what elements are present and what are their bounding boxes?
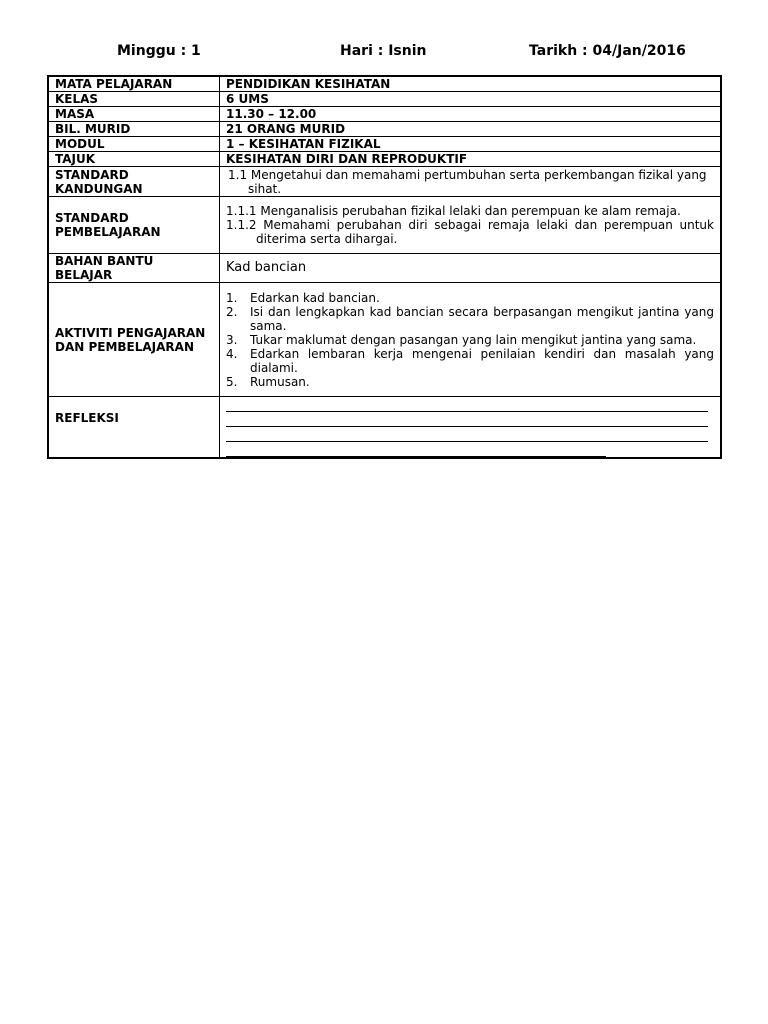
table-row — [48, 92, 721, 107]
table-row — [48, 167, 721, 197]
time-value: 11.30 – 12.00 — [220, 107, 722, 122]
table-row — [48, 254, 721, 283]
time-label: MASA — [48, 107, 220, 122]
class-label: KELAS — [48, 92, 220, 107]
content-standard-cell — [220, 167, 722, 197]
module-label: MODUL — [48, 137, 220, 152]
list-item: 1. Edarkan kad bancian. — [226, 290, 380, 305]
reflection-cell — [220, 397, 722, 459]
module-value: 1 – KESIHATAN FIZIKAL — [220, 137, 722, 152]
table-row — [48, 397, 721, 459]
table-row — [48, 152, 721, 167]
learning-standard-cell — [220, 197, 722, 254]
list-item: 3. Tukar maklumat dengan pasangan yang lain mengikut jantina yang sama. — [226, 332, 697, 347]
subject-label: MATA PELAJARAN — [48, 76, 220, 92]
student-count-value: 21 ORANG MURID — [220, 122, 722, 137]
content-standard-label: STANDARD KANDUNGAN — [48, 167, 220, 197]
page-header — [0, 43, 768, 61]
week-label: Minggu : 1 — [117, 43, 201, 59]
reflection-line — [226, 397, 708, 412]
reflection-label: REFLEKSI — [48, 397, 220, 459]
topic-value: KESIHATAN DIRI DAN REPRODUKTIF — [220, 152, 722, 167]
table-row — [48, 283, 721, 397]
reflection-line — [226, 412, 708, 427]
learning-standard-label: STANDARD PEMBELAJARAN — [48, 197, 220, 254]
table-row — [48, 122, 721, 137]
activities-list — [226, 291, 714, 389]
table-row — [48, 197, 721, 254]
activities-label: AKTIVITI PENGAJARAN DAN PEMBELAJARAN — [48, 283, 220, 397]
teaching-aids-label: BAHAN BANTU BELAJAR — [48, 254, 220, 283]
teaching-aids-value: Kad bancian — [220, 254, 722, 283]
list-item: 2. Isi dan lengkapkan kad bancian secara berpasangan mengikut jantina yang sama. — [226, 304, 714, 333]
date-label: Tarikh : 04/Jan/2016 — [529, 43, 686, 59]
learning-standard-item: 1.1.2 Memahami perubahan diri sebagai remaja lelaki dan perempuan untuk diterima serta dihargai. — [226, 218, 714, 246]
topic-label: TAJUK — [48, 152, 220, 167]
student-count-label: BIL. MURID — [48, 122, 220, 137]
lesson-plan-table — [47, 75, 722, 459]
day-label: Hari : Isnin — [340, 43, 427, 59]
reflection-line — [226, 442, 606, 457]
content-standard-value: 1.1 Mengetahui dan memahami pertumbuhan serta perkembangan fizikal yang sihat. — [228, 167, 707, 196]
list-item: 4. Edarkan lembaran kerja mengenai penilaian kendiri dan masalah yang dialami. — [226, 346, 714, 375]
table-row — [48, 137, 721, 152]
learning-standard-item: 1.1.1 Menganalisis perubahan fizikal lelaki dan perempuan ke alam remaja. — [226, 204, 681, 218]
table-row — [48, 107, 721, 122]
reflection-line — [226, 427, 708, 442]
class-value: 6 UMS — [220, 92, 722, 107]
list-item: 5. Rumusan. — [226, 374, 310, 389]
subject-value: PENDIDIKAN KESIHATAN — [220, 76, 722, 92]
activities-cell — [220, 283, 722, 397]
table-row — [48, 76, 721, 92]
